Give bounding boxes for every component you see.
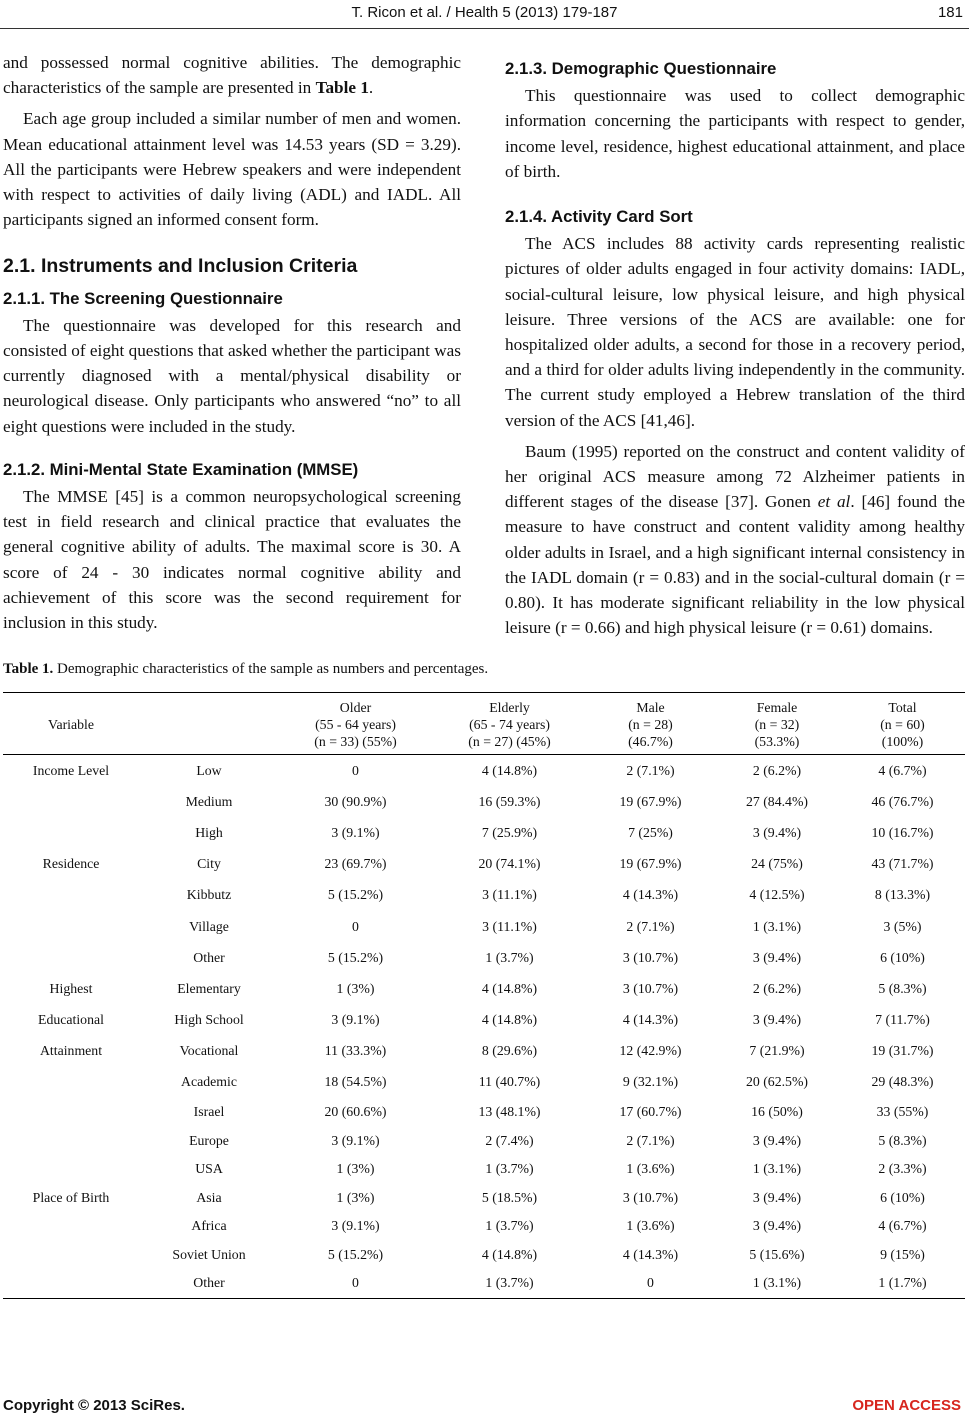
paragraph-acs: The ACS includes 88 activity cards representing realistic pictures of older adults engaged in four activity domains: IADL, social-cultural leisure, low physical leisure, and high physical leisure. Three versions of the ACS are available: one for hospitalized older adults, a second for those in a recovery period, and a third for older adults living independently in the community. The current study employed a Hebrew translation of the third version of the ACS [41,46]. — [505, 234, 965, 430]
row-value-cell: 2 (7.4%) — [485, 1132, 534, 1148]
row-value-cell: 4 (14.3%) — [622, 1012, 679, 1028]
paragraph-text: . — [368, 78, 374, 98]
copyright-notice: Copyright © 2013 SciRes. — [3, 1397, 185, 1414]
row-category-cell: USA — [195, 1161, 223, 1177]
row-value-cell: 1 (3.7%) — [485, 1218, 534, 1234]
row-value-cell: 2 (7.1%) — [626, 1132, 675, 1148]
row-value-cell: 5 (15.2%) — [327, 1246, 384, 1262]
left-column — [3, 50, 461, 641]
row-value-cell: 1 (3.1%) — [752, 1161, 802, 1177]
table-row — [3, 1067, 965, 1098]
row-value-cell: 4 (14.3%) — [622, 1246, 679, 1262]
row-value-cell: 23 (69.7%) — [324, 856, 387, 872]
row-value-cell: 9 (32.1%) — [622, 1074, 679, 1090]
table-header-row — [3, 693, 965, 755]
row-category-cell: High — [195, 824, 223, 840]
row-value-cell: 2 (6.2%) — [752, 762, 802, 778]
row-value-cell: 16 (59.3%) — [478, 793, 541, 809]
row-value-cell: 1 (3.7%) — [432, 1269, 587, 1298]
table-row — [3, 1127, 965, 1156]
header-category — [139, 693, 279, 755]
table-row — [3, 817, 965, 848]
row-value-cell: 11 (33.3%) — [324, 1043, 387, 1059]
row-value-cell: 11 (40.7%) — [478, 1074, 541, 1090]
subsection-heading-screening: 2.1.1. The Screening Questionnaire — [3, 288, 283, 308]
row-category-cell: Soviet Union — [172, 1246, 246, 1262]
row-value-cell: 3 (9.4%) — [752, 1189, 802, 1205]
header-female: Female (n = 32) (53.3%) — [714, 693, 840, 755]
row-value-cell: 3 (9.4%) — [752, 949, 802, 965]
row-value-cell: 24 (75%) — [751, 856, 803, 872]
row-value-cell: 8 (13.3%) — [874, 887, 931, 903]
paragraph-baum — [505, 439, 965, 641]
row-variable-cell — [3, 786, 139, 817]
row-value-cell: 5 (15.6%) — [749, 1246, 805, 1262]
row-category-cell: Israel — [193, 1104, 225, 1120]
row-value-cell: 1 (3%) — [336, 1189, 375, 1205]
row-value-cell: 33 (55%) — [876, 1104, 929, 1120]
row-value-cell: 20 (62.5%) — [745, 1074, 809, 1090]
row-variable-cell — [3, 1098, 139, 1127]
row-variable-cell — [3, 1067, 139, 1098]
row-value-cell: 4 (14.3%) — [622, 887, 679, 903]
row-value-cell: 7 (21.9%) — [749, 1043, 805, 1059]
table-row — [3, 1184, 965, 1213]
row-value-cell: 1 (3.7%) — [485, 1161, 534, 1177]
demographics-table — [3, 692, 965, 1299]
row-value-cell: 18 (54.5%) — [324, 1074, 387, 1090]
row-value-cell: 3 (9.4%) — [752, 1012, 802, 1028]
table-caption-text: Demographic characteristics of the sample as numbers and percentages. — [53, 661, 489, 677]
paragraph-demographic: This questionnaire was used to collect demographic information concerning the participants with respect to gender, income level, residence, highest educational attainment, and place of birth. — [505, 86, 965, 181]
row-value-cell: 3 (5%) — [883, 918, 922, 934]
row-category-cell: Medium — [185, 793, 233, 809]
row-value-cell: 1 (3%) — [336, 980, 375, 996]
row-value-cell: 19 (31.7%) — [871, 1043, 934, 1059]
row-category-cell: Other — [139, 1269, 279, 1298]
paragraph-participants: Each age group included a similar number of men and women. Mean educational attainment level was 14.53 years (SD = 3.29). All the participants were Hebrew speakers and were independent with respect to activities of daily living (ADL) and IADL. All participants signed an informed consent form. — [3, 109, 461, 230]
row-category-cell: Other — [193, 949, 225, 965]
row-value-cell: 2 (7.1%) — [626, 918, 675, 934]
table-row — [3, 786, 965, 817]
table-row — [3, 1098, 965, 1127]
row-value-cell: 3 (9.1%) — [331, 1132, 380, 1148]
row-value-cell: 3 (9.4%) — [752, 824, 802, 840]
row-category-cell: Africa — [191, 1218, 227, 1234]
header-rule — [0, 28, 969, 29]
row-variable-cell — [3, 1212, 139, 1241]
paragraph-text: Baum (1995) reported on the construct and content validity of her original ACS measure among 72 Alzheimer patients in different stages of the disease [37]. Gonen — [505, 441, 965, 512]
table-row — [3, 1005, 965, 1036]
page-footer — [3, 1397, 961, 1414]
table-reference-link[interactable]: Table 1 — [315, 78, 369, 98]
row-category-cell: Village — [189, 918, 229, 934]
row-value-cell: 19 (67.9%) — [619, 793, 682, 809]
row-value-cell: 3 (11.1%) — [482, 918, 537, 934]
header-older: Older (55 - 64 years) (n = 33) (55%) — [279, 693, 432, 755]
table-row — [3, 1036, 965, 1067]
row-value-cell: 1 (3.6%) — [626, 1161, 675, 1177]
row-value-cell: 7 (25.9%) — [481, 824, 538, 840]
row-value-cell: 1 (3.6%) — [626, 1218, 675, 1234]
row-value-cell: 4 (12.5%) — [749, 887, 805, 903]
row-value-cell: 4 (14.8%) — [481, 980, 538, 996]
row-category-cell: Europe — [189, 1132, 229, 1148]
row-category-cell: Kibbutz — [186, 887, 232, 903]
row-variable-cell: Residence — [42, 856, 100, 872]
paragraph-intro — [3, 50, 461, 100]
row-value-cell: 1 (3.7%) — [485, 949, 534, 965]
row-value-cell: 7 (25%) — [628, 824, 673, 840]
table-row — [3, 942, 965, 973]
row-value-cell: 8 (29.6%) — [481, 1043, 538, 1059]
table-row — [3, 1241, 965, 1270]
header-elderly: Elderly (65 - 74 years) (n = 27) (45%) — [432, 693, 587, 755]
row-value-cell: 3 (10.7%) — [622, 949, 679, 965]
subsection-heading-mmse: 2.1.2. Mini-Mental State Examination (MMSE) — [3, 459, 359, 479]
row-value-cell: 4 (14.8%) — [481, 1246, 538, 1262]
header-variable: Variable — [3, 693, 139, 755]
paragraph-mmse: The MMSE [45] is a common neuropsychological screening test in field research and clinical practice that evaluates the general cognitive ability of adults. The maximal score is 30. A score of 24 - 30 indicates normal cognitive ability and achievement of this score was the second requirement for inclusion in this study. — [3, 487, 461, 633]
open-access-label[interactable]: OPEN ACCESS — [852, 1397, 961, 1414]
table-row — [3, 1269, 965, 1298]
row-value-cell: 43 (71.7%) — [871, 856, 934, 872]
section-heading-instruments: 2.1. Instruments and Inclusion Criteria — [3, 255, 358, 278]
row-variable-cell: Income Level — [32, 762, 110, 778]
row-variable-cell — [3, 1269, 139, 1298]
row-category-cell: High School — [174, 1012, 244, 1028]
running-header — [0, 4, 969, 26]
row-variable-cell — [3, 911, 139, 942]
row-value-cell: 4 (14.8%) — [481, 1012, 538, 1028]
row-variable-cell — [3, 880, 139, 911]
row-variable-cell — [3, 1127, 139, 1156]
row-value-cell: 20 (60.6%) — [324, 1104, 387, 1120]
row-value-cell: 17 (60.7%) — [619, 1104, 682, 1120]
row-value-cell: 5 (15.2%) — [327, 887, 384, 903]
row-value-cell: 2 (3.3%) — [878, 1161, 927, 1177]
row-value-cell: 5 (15.2%) — [327, 949, 384, 965]
row-value-cell: 29 (48.3%) — [871, 1074, 934, 1090]
row-value-cell: 3 (9.4%) — [752, 1132, 802, 1148]
row-variable-cell — [3, 817, 139, 848]
row-value-cell: 2 (7.1%) — [626, 762, 675, 778]
row-variable-cell: Highest — [49, 980, 93, 996]
row-value-cell: 19 (67.9%) — [619, 856, 682, 872]
row-value-cell: 0 — [587, 1269, 714, 1298]
header-citation: T. Ricon et al. / Health 5 (2013) 179-187 — [351, 4, 618, 21]
table-caption-label: Table 1. — [3, 661, 54, 677]
row-variable-cell — [3, 1241, 139, 1270]
row-value-cell: 12 (42.9%) — [619, 1043, 682, 1059]
table-caption — [3, 661, 488, 678]
row-value-cell: 1 (3.1%) — [752, 918, 802, 934]
paragraph-screening: The questionnaire was developed for this research and consisted of eight questions that asked whether the participant was currently diagnosed with a mental/physical disability or neurological disease. Only participants who answered “no” to all eight questions were included in the study. — [3, 315, 461, 436]
row-value-cell: 3 (10.7%) — [622, 1189, 679, 1205]
row-value-cell: 16 (50%) — [751, 1104, 803, 1120]
row-variable-cell — [3, 942, 139, 973]
table-row — [3, 973, 965, 1004]
row-value-cell: 3 (9.4%) — [752, 1218, 802, 1234]
row-value-cell: 5 (8.3%) — [878, 980, 927, 996]
row-value-cell: 3 (10.7%) — [622, 980, 679, 996]
table-row — [3, 911, 965, 942]
row-category-cell: Vocational — [179, 1043, 239, 1059]
row-value-cell: 3 (9.1%) — [331, 824, 380, 840]
subsection-heading-acs: 2.1.4. Activity Card Sort — [505, 207, 693, 227]
paragraph-text: . [46] found the measure to have construct and content validity among healthy older adults in Israel, and a high significant internal consistency in the IADL domain (r = 0.83) and in the social-cultural domain (r = 0.80). It has moderate significant reliability in the low physical leisure (r = 0.66) and high physical leisure (r = 0.61) domains. — [505, 492, 965, 638]
table-row — [3, 755, 965, 787]
row-value-cell: 27 (84.4%) — [745, 793, 809, 809]
row-value-cell: 5 (18.5%) — [481, 1189, 538, 1205]
row-value-cell: 1 (1.7%) — [840, 1269, 965, 1298]
row-category-cell: Elementary — [177, 980, 241, 996]
table-body — [3, 755, 965, 1299]
subsection-heading-demographic: 2.1.3. Demographic Questionnaire — [505, 59, 777, 78]
paragraph-emphasis: et al — [817, 492, 851, 512]
right-column — [505, 50, 965, 646]
row-value-cell: 0 — [352, 762, 359, 778]
row-value-cell: 4 (6.7%) — [878, 762, 927, 778]
row-value-cell: 6 (10%) — [880, 1189, 925, 1205]
row-value-cell: 20 (74.1%) — [478, 856, 541, 872]
page-number: 181 — [937, 4, 963, 21]
row-category-cell: Asia — [196, 1189, 222, 1205]
row-value-cell: 1 (3.1%) — [714, 1269, 840, 1298]
header-male: Male (n = 28) (46.7%) — [587, 693, 714, 755]
row-value-cell: 3 (9.1%) — [331, 1012, 380, 1028]
row-value-cell: 3 (11.1%) — [482, 887, 537, 903]
row-value-cell: 0 — [352, 918, 359, 934]
table-row — [3, 1212, 965, 1241]
row-variable-cell: Educational — [38, 1012, 104, 1028]
row-value-cell: 5 (8.3%) — [878, 1132, 927, 1148]
row-category-cell: Academic — [181, 1074, 237, 1090]
row-value-cell: 10 (16.7%) — [871, 824, 934, 840]
row-value-cell: 46 (76.7%) — [871, 793, 934, 809]
row-value-cell: 9 (15%) — [880, 1246, 925, 1262]
row-value-cell: 2 (6.2%) — [752, 980, 802, 996]
table-row — [3, 880, 965, 911]
row-category-cell: Low — [196, 762, 222, 778]
table-row — [3, 849, 965, 880]
row-value-cell: 13 (48.1%) — [478, 1104, 541, 1120]
paragraph-text: and possessed normal cognitive abilities. The demographic characteristics of the sample are presented in — [3, 53, 461, 98]
row-category-cell: City — [197, 856, 221, 872]
row-value-cell: 4 (14.8%) — [481, 762, 538, 778]
row-value-cell: 1 (3%) — [336, 1161, 375, 1177]
row-value-cell: 3 (9.1%) — [331, 1218, 380, 1234]
table-row — [3, 1155, 965, 1184]
row-value-cell: 7 (11.7%) — [875, 1012, 930, 1028]
row-variable-cell: Place of Birth — [32, 1189, 110, 1205]
header-total: Total (n = 60) (100%) — [840, 693, 965, 755]
row-value-cell: 30 (90.9%) — [324, 793, 387, 809]
row-value-cell: 0 — [279, 1269, 432, 1298]
row-value-cell: 4 (6.7%) — [878, 1218, 927, 1234]
row-variable-cell: Attainment — [39, 1043, 103, 1059]
row-variable-cell — [3, 1155, 139, 1184]
row-value-cell: 6 (10%) — [880, 949, 925, 965]
